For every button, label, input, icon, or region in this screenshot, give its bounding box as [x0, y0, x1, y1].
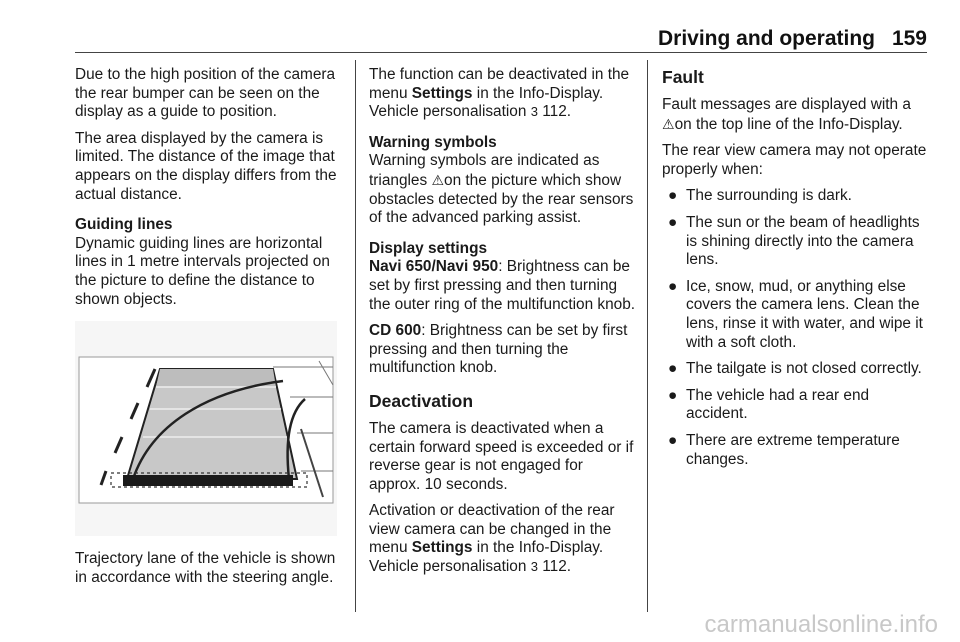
column-divider-2 — [647, 60, 648, 612]
display-settings-heading: Display settings — [369, 239, 488, 257]
col1-paragraph-2: The area displayed by the camera is limited. The distance of the image that appears on the display differs from the actual distance. — [75, 129, 337, 203]
guiding-lines-section — [75, 216, 345, 309]
navi-label: Navi 650/Navi 950 — [369, 258, 499, 276]
bullet-icon: ● — [668, 360, 678, 378]
settings-menu-label: Settings — [411, 84, 473, 102]
list-item — [662, 387, 930, 424]
list-item-text: The tailgate is not closed correctly. — [686, 360, 922, 378]
list-item-text: The surrounding is dark. — [686, 187, 852, 205]
cd600-paragraph — [369, 322, 637, 378]
text-run: 112. — [537, 103, 572, 121]
fault-paragraph — [662, 96, 930, 134]
text-run: The function can be deactivated in the menu — [369, 66, 630, 102]
settings-menu-label: Settings — [411, 539, 473, 557]
fault-conditions-list — [662, 187, 930, 469]
col2-paragraph-1 — [369, 66, 637, 122]
text-run: on the top line of the Info-Display. — [674, 115, 903, 133]
fault-heading: Fault — [662, 67, 704, 87]
rear-bumper-bar — [123, 475, 293, 486]
list-item-text: There are extreme temperature changes. — [686, 431, 900, 468]
guiding-lines-text: Dynamic guiding lines are horizontal lines in 1 metre intervals projected on the picture to define the distance to shown objects. — [75, 234, 330, 308]
col1-paragraph-1: Due to the high position of the camera the rear bumper can be seen on the display as a guide to position. — [75, 66, 336, 121]
warning-triangle-icon: ⚠ — [431, 171, 445, 188]
fault-intro: The rear view camera may not operate properly when: — [662, 142, 927, 178]
cd600-label: CD 600 — [369, 322, 422, 340]
text-run: Fault messages are displayed with a — [662, 96, 911, 113]
text-run: in the Info-Display. Vehicle personalisation — [369, 539, 604, 576]
deactivation-paragraph-1: The camera is deactivated when a certain forward speed is exceeded or if reverse gear is not engaged for approx. 10 seconds. — [369, 419, 634, 493]
bullet-icon: ● — [668, 187, 678, 205]
text-run: in the Info-Display. Vehicle personalisation — [369, 84, 604, 121]
display-settings-section — [369, 240, 637, 314]
list-item-text: The vehicle had a rear end accident. — [686, 386, 870, 423]
column-3 — [662, 66, 930, 477]
warning-symbols-section — [369, 134, 637, 228]
text-run: Warning symbols are indicated as triangles — [369, 152, 600, 189]
camera-trajectory-figure — [75, 321, 337, 536]
watermark[interactable]: carmanualsonline.info — [704, 611, 938, 638]
list-item-text: The sun or the beam of headlights is shining directly into the camera lens. — [686, 213, 920, 269]
bullet-icon: ● — [668, 431, 678, 449]
bullet-icon: ● — [668, 386, 678, 404]
page-reference-icon: 3 — [530, 104, 538, 120]
text-run: 112. — [537, 558, 572, 576]
guiding-lines-heading: Guiding lines — [75, 216, 173, 234]
list-item — [662, 278, 930, 352]
column-2 — [369, 66, 637, 585]
warning-symbols-heading: Warning symbols — [369, 133, 497, 151]
deactivation-paragraph-2 — [369, 502, 637, 576]
text-run: Activation or deactivation of the rear view camera can be changed in the menu — [369, 502, 615, 557]
page-reference-icon: 3 — [530, 559, 538, 575]
text-run: on the picture which show obstacles detected by the rear sensors of the advanced parking assist. — [369, 171, 634, 227]
text-run: : Brightness can be set by first pressing and then turning the outer ring of the multifunction knob. — [369, 258, 636, 313]
text-run: : Brightness can be set by first pressing and then turning the multifunction knob. — [369, 322, 628, 377]
list-item — [662, 360, 930, 379]
bullet-icon: ● — [668, 277, 678, 295]
header-rule — [75, 52, 927, 53]
page-header-title: Driving and operating — [657, 27, 875, 50]
list-item — [662, 187, 930, 206]
column-divider-1 — [355, 60, 356, 612]
column-1 — [75, 66, 345, 595]
list-item — [662, 432, 930, 469]
list-item — [662, 214, 930, 270]
deactivation-heading: Deactivation — [369, 390, 474, 411]
figure-caption: Trajectory lane of the vehicle is shown in accordance with the steering angle. — [75, 550, 336, 586]
page-number: 159 — [891, 27, 927, 50]
bullet-icon: ● — [668, 213, 678, 231]
warning-triangle-icon: ⚠ — [662, 115, 675, 132]
list-item-text: Ice, snow, mud, or anything else covers the camera lens. Clean the lens, rinse it with water, and wipe it with a soft cloth. — [686, 277, 923, 351]
